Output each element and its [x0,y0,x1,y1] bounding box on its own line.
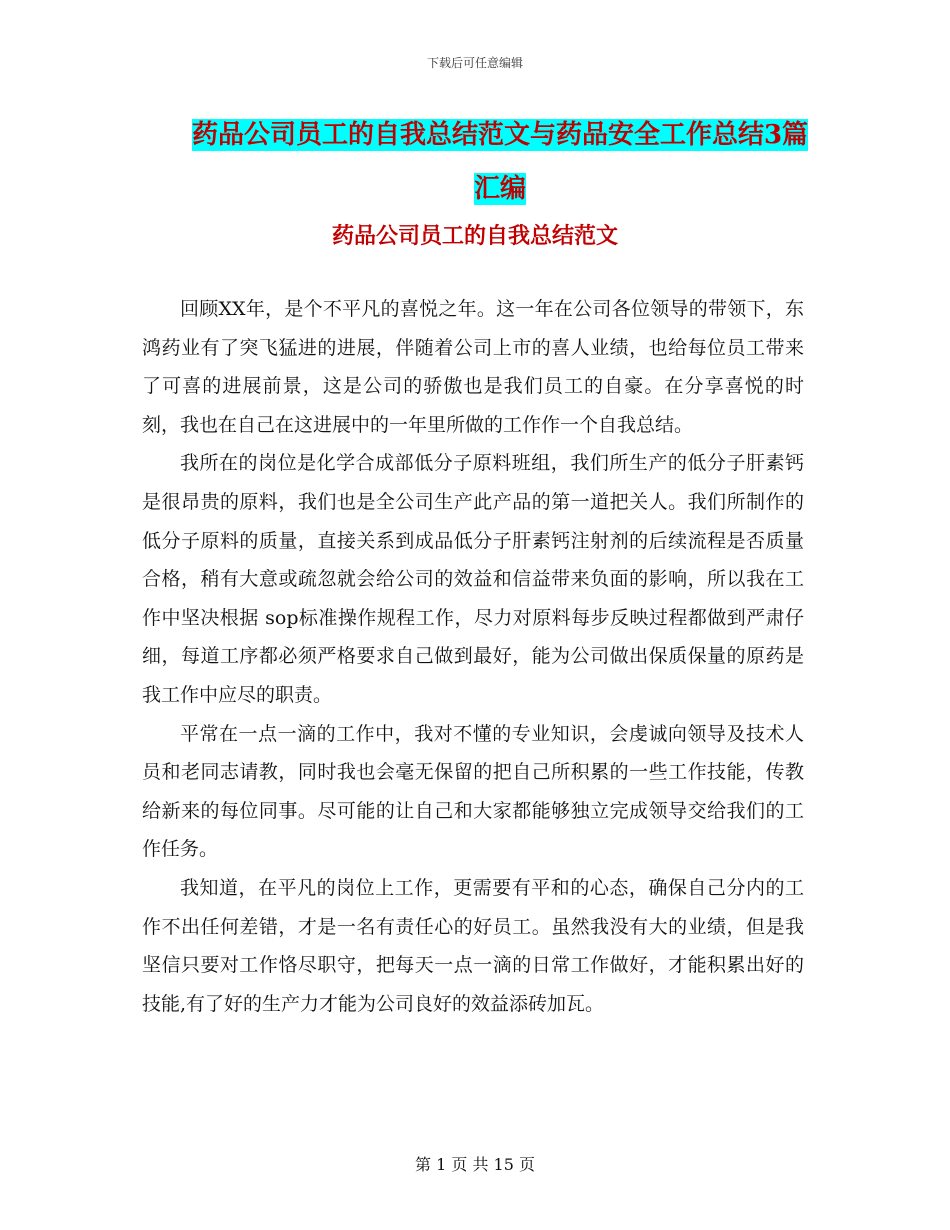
section-title: 药品公司员工的自我总结范文 [331,223,618,249]
paragraph: 我所在的岗位是化学合成部低分子原料班组，我们所生产的低分子肝素钙是很昂贵的原料，我们也是全公司生产此产品的第一道把关人。我们所制作的低分子原料的质量，直接关系到成品低分子肝素钙注射剂的后续流程是否质量合格，稍有大意或疏忽就会给公司的效益和信益带来负面的影响，所以我在工作中坚决根据 sop标准操作规程工作，尽力对原料每步反映过程都做到严肃仔细，每道工序都必须严格要求自己做到最好，能为公司做出保质保量的原药是我工作中应尽的职责。 [142,452,804,706]
paragraph: 回顾XX年，是个不平凡的喜悦之年。这一年在公司各位领导的带领下，东鸿药业有了突飞猛进的进展，伴随着公司上市的喜人业绩，也给每位员工带来了可喜的进展前景，这是公司的骄傲也是我们员工的自豪。在分享喜悦的时刻，我也在自己在这进展中的一年里所做的工作作一个自我总结。 [142,298,804,436]
paragraph: 平常在一点一滴的工作中，我对不懂的专业知识，会虔诚向领导及技术人员和老同志请教，同时我也会毫无保留的把自己所积累的一些工作技能，传教给新来的每位同事。尽可能的让自己和大家都能够独立完成领导交给我们的工作任务。 [142,722,804,861]
page-number-footer: 第 1 页 共 15 页 [415,1155,535,1174]
document-title [190,108,810,216]
document-body [142,290,804,1023]
paragraph: 我知道，在平凡的岗位上工作，更需要有平和的心态，确保自己分内的工作不出任何差错，才是一名有责任心的好员工。虽然我没有大的业绩，但是我坚信只要对工作恪尽职守，把每天一点一滴的日常工作做好，才能积累出好的技能,有了好的生产力才能为公司良好的效益添砖加瓦。 [142,876,804,1015]
header-note: 下载后可任意编辑 [426,56,523,70]
document-title-text: 药品公司员工的自我总结范文与药品安全工作总结3篇汇编 [191,120,809,204]
